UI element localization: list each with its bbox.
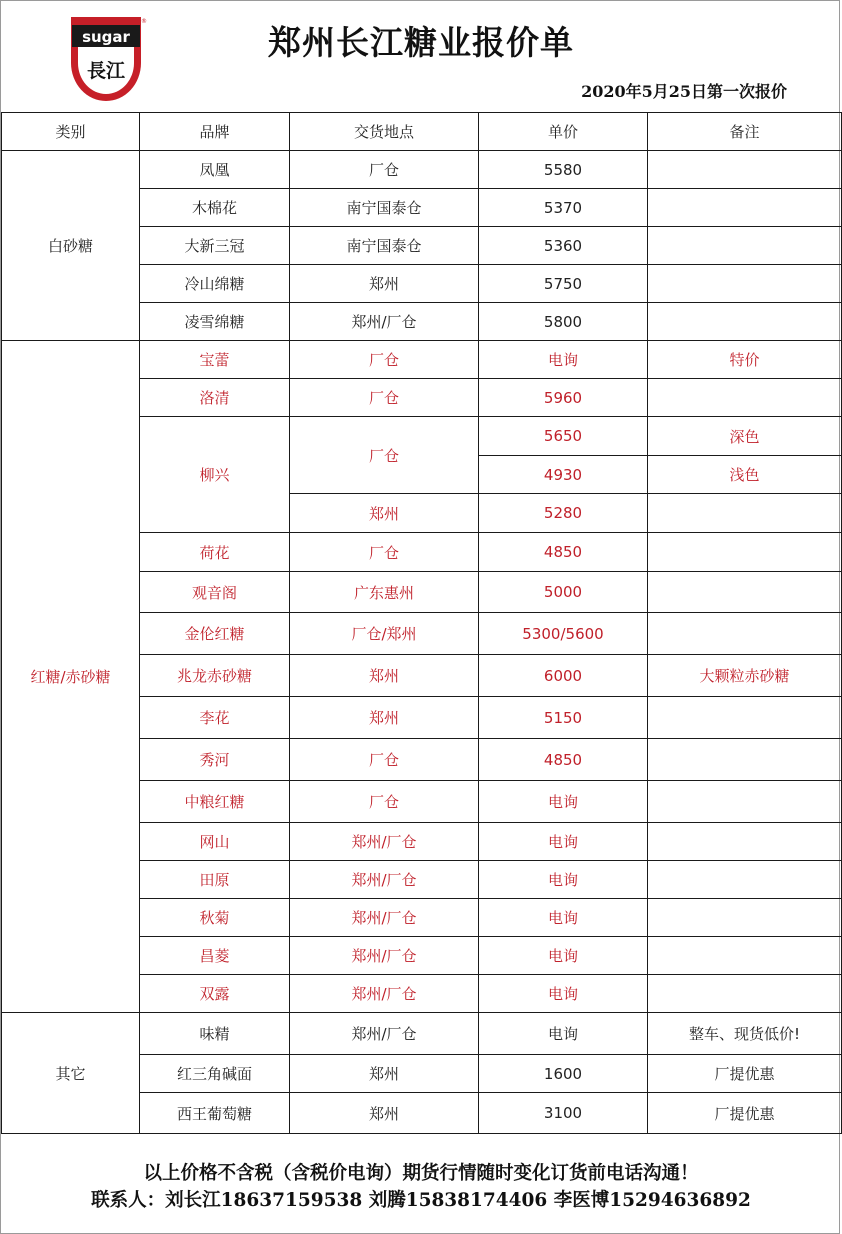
brand-cell: 洛清 [140, 379, 290, 417]
brand-cell: 李花 [140, 697, 290, 739]
price-cell: 5750 [479, 265, 648, 303]
price-cell: 电询 [479, 781, 648, 823]
note-cell: 浅色 [648, 456, 842, 494]
brand-cell: 双露 [140, 975, 290, 1013]
table-row [2, 341, 842, 379]
note-cell [648, 533, 842, 572]
table-row [2, 1013, 842, 1055]
page-title: 郑州长江糖业报价单 [268, 23, 574, 62]
place-cell: 郑州 [290, 1093, 479, 1134]
note-cell [648, 899, 842, 937]
brand-cell: 秀河 [140, 739, 290, 781]
place-cell: 南宁国泰仓 [290, 189, 479, 227]
note-cell [648, 189, 842, 227]
note-cell [648, 265, 842, 303]
price-cell: 电询 [479, 899, 648, 937]
note-cell [648, 697, 842, 739]
category-cell: 其它 [2, 1013, 140, 1134]
brand-cell: 冷山绵糖 [140, 265, 290, 303]
place-cell: 郑州/厂仓 [290, 975, 479, 1013]
price-cell: 3100 [479, 1093, 648, 1134]
brand-cell: 兆龙赤砂糖 [140, 655, 290, 697]
header-brand: 品牌 [140, 113, 290, 151]
price-cell: 5360 [479, 227, 648, 265]
price-cell: 5150 [479, 697, 648, 739]
place-cell: 郑州 [290, 697, 479, 739]
note-cell [648, 975, 842, 1013]
brand-cell: 宝蕾 [140, 341, 290, 379]
header-category: 类别 [2, 113, 140, 151]
header-price: 单价 [479, 113, 648, 151]
brand-cell: 西王葡萄糖 [140, 1093, 290, 1134]
brand-cell: 观音阁 [140, 572, 290, 613]
brand-cell: 网山 [140, 823, 290, 861]
brand-cell: 凌雪绵糖 [140, 303, 290, 341]
note-cell [648, 379, 842, 417]
brand-cell: 味精 [140, 1013, 290, 1055]
brand-cell: 红三角碱面 [140, 1055, 290, 1093]
note-cell: 特价 [648, 341, 842, 379]
note-cell [648, 937, 842, 975]
logo-chinese-text: 長江 [86, 60, 126, 82]
price-cell: 4850 [479, 533, 648, 572]
note-cell [648, 151, 842, 189]
place-cell: 厂仓 [290, 379, 479, 417]
note-cell [648, 613, 842, 655]
place-cell: 厂仓 [290, 341, 479, 379]
place-cell: 厂仓 [290, 533, 479, 572]
place-cell: 郑州 [290, 655, 479, 697]
svg-text:®: ® [141, 18, 147, 25]
price-cell: 1600 [479, 1055, 648, 1093]
price-cell: 电询 [479, 937, 648, 975]
place-cell: 广东惠州 [290, 572, 479, 613]
price-cell: 5370 [479, 189, 648, 227]
place-cell: 南宁国泰仓 [290, 227, 479, 265]
place-cell: 厂仓 [290, 417, 479, 494]
brand-cell: 中粮红糖 [140, 781, 290, 823]
place-cell: 郑州/厂仓 [290, 823, 479, 861]
brand-cell: 昌菱 [140, 937, 290, 975]
place-cell: 郑州/厂仓 [290, 303, 479, 341]
price-cell: 6000 [479, 655, 648, 697]
note-cell [648, 861, 842, 899]
note-cell: 大颗粒赤砂糖 [648, 655, 842, 697]
price-cell: 5960 [479, 379, 648, 417]
price-cell: 电询 [479, 1013, 648, 1055]
footer-contacts: 联系人：刘长江18637159538 刘腾15838174406 李医博15294636892 [91, 1190, 751, 1211]
note-cell: 整车、现货低价! [648, 1013, 842, 1055]
place-cell: 郑州 [290, 265, 479, 303]
note-cell [648, 227, 842, 265]
category-cell: 白砂糖 [2, 151, 140, 341]
brand-cell: 大新三冠 [140, 227, 290, 265]
quote-date: 2020年5月25日第一次报价 [581, 82, 787, 101]
logo-brand-text: sugar [82, 28, 130, 46]
note-cell [648, 739, 842, 781]
brand-cell: 凤凰 [140, 151, 290, 189]
place-cell: 厂仓 [290, 739, 479, 781]
price-cell: 5280 [479, 494, 648, 533]
header-note: 备注 [648, 113, 842, 151]
place-cell: 郑州/厂仓 [290, 861, 479, 899]
price-cell: 4930 [479, 456, 648, 494]
note-cell: 深色 [648, 417, 842, 456]
category-cell: 红糖/赤砂糖 [2, 341, 140, 1013]
place-cell: 郑州 [290, 1055, 479, 1093]
price-cell: 4850 [479, 739, 648, 781]
price-cell: 5000 [479, 572, 648, 613]
brand-cell: 金伦红糖 [140, 613, 290, 655]
place-cell: 厂仓 [290, 151, 479, 189]
brand-cell: 秋菊 [140, 899, 290, 937]
note-cell [648, 823, 842, 861]
table-row [2, 151, 842, 189]
price-cell: 电询 [479, 861, 648, 899]
price-cell: 5300/5600 [479, 613, 648, 655]
place-cell: 郑州 [290, 494, 479, 533]
note-cell: 厂提优惠 [648, 1093, 842, 1134]
price-cell: 电询 [479, 341, 648, 379]
price-cell: 5800 [479, 303, 648, 341]
place-cell: 郑州/厂仓 [290, 1013, 479, 1055]
place-cell: 厂仓/郑州 [290, 613, 479, 655]
footer-notice: 以上价格不含税（含税价电询）期货行情随时变化订货前电话沟通！ [143, 1163, 699, 1184]
brand-cell: 木棉花 [140, 189, 290, 227]
brand-cell: 田原 [140, 861, 290, 899]
price-cell: 5650 [479, 417, 648, 456]
table-header-row [2, 113, 842, 151]
brand-cell: 荷花 [140, 533, 290, 572]
note-cell [648, 781, 842, 823]
price-cell: 电询 [479, 823, 648, 861]
note-cell [648, 494, 842, 533]
price-cell: 电询 [479, 975, 648, 1013]
note-cell: 厂提优惠 [648, 1055, 842, 1093]
place-cell: 厂仓 [290, 781, 479, 823]
note-cell [648, 303, 842, 341]
header-place: 交货地点 [290, 113, 479, 151]
note-cell [648, 572, 842, 613]
place-cell: 郑州/厂仓 [290, 937, 479, 975]
brand-cell: 柳兴 [140, 417, 290, 533]
price-table [1, 112, 842, 1134]
price-cell: 5580 [479, 151, 648, 189]
place-cell: 郑州/厂仓 [290, 899, 479, 937]
